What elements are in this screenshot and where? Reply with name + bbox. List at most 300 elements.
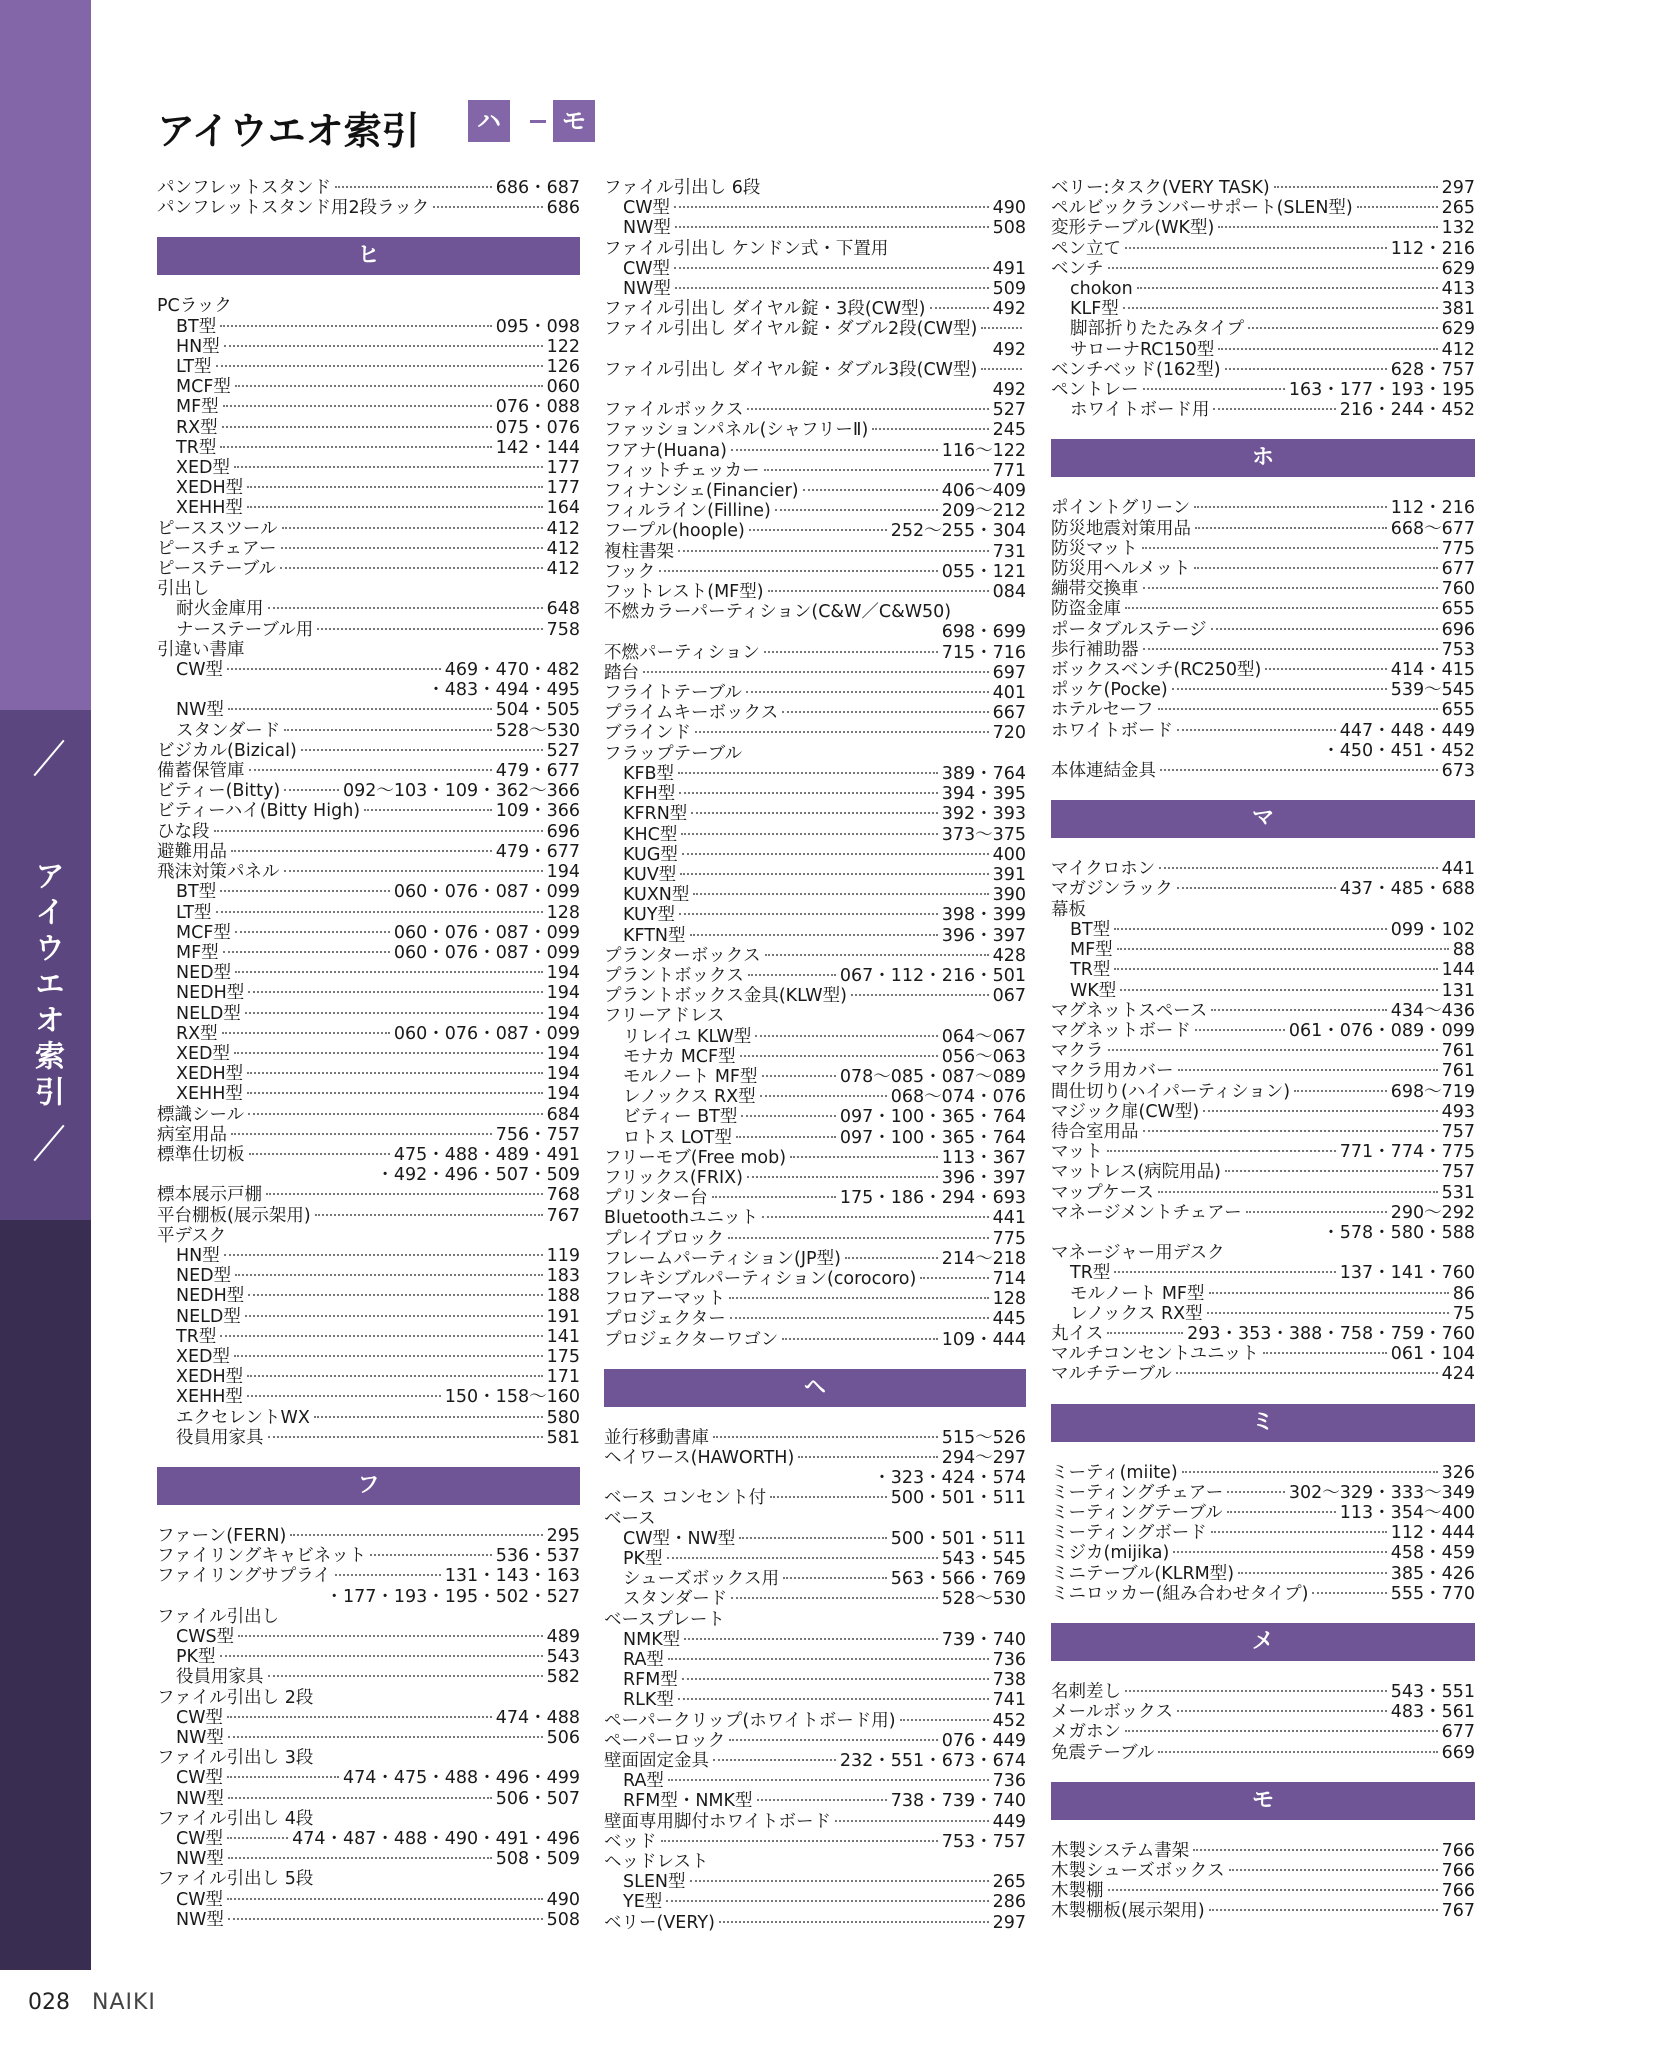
dot-leader	[768, 590, 989, 592]
page-ref: 293・353・388・758・759・760	[1187, 1323, 1475, 1344]
index-entry	[604, 481, 1026, 501]
index-entry	[1051, 1743, 1475, 1763]
entry-label: KUG型	[623, 844, 678, 865]
page-ref: 113・367	[941, 1147, 1026, 1168]
index-entry	[1051, 680, 1475, 700]
dot-leader	[1143, 1130, 1438, 1132]
entry-label: ベッド	[604, 1831, 657, 1852]
dot-leader	[1117, 948, 1449, 950]
entry-label: 木製棚	[1051, 1881, 1104, 1902]
dot-leader	[1143, 388, 1285, 390]
page-ref: 392・393	[941, 804, 1026, 825]
dot-leader	[1229, 1869, 1438, 1871]
page-ref: 061・104	[1390, 1344, 1475, 1365]
index-entry	[1051, 1263, 1475, 1283]
entry-label: KFRN型	[623, 804, 688, 825]
index-entry	[157, 781, 580, 801]
index-group-heading	[604, 1006, 1026, 1026]
page-ref: 648	[546, 599, 580, 620]
index-entry	[157, 882, 580, 902]
index-entry	[1051, 559, 1475, 579]
dot-leader	[930, 307, 989, 309]
page-ref: 412	[546, 518, 580, 539]
page-ref: 753	[1441, 639, 1475, 660]
page-ref: 297	[1441, 178, 1475, 198]
index-entry	[157, 1566, 580, 1586]
dot-leader	[667, 1557, 938, 1559]
page-ref: ・177・193・195・502・527	[325, 1586, 580, 1607]
dot-leader	[668, 1658, 989, 1660]
page-ref: 527	[546, 740, 580, 761]
entry-label: ファイル引出し 3段	[157, 1748, 314, 1769]
entry-label: 不燃パーティション	[604, 642, 760, 663]
page-ref: 297	[992, 1912, 1026, 1933]
entry-label: ミーティ(miite)	[1051, 1462, 1178, 1483]
dot-leader	[1107, 1150, 1336, 1152]
dot-leader	[739, 1537, 886, 1539]
entry-label: BT型	[1070, 919, 1111, 940]
entry-label: ミジカ(mijika)	[1051, 1543, 1170, 1564]
entry-label: 免震テーブル	[1051, 1742, 1155, 1763]
index-entry	[1051, 1543, 1475, 1563]
entry-label: プライムキーボックス	[604, 703, 779, 724]
page-ref: 119	[546, 1245, 580, 1266]
page-ref: 543・551	[1390, 1681, 1475, 1702]
index-group-heading	[604, 178, 1026, 198]
page-ref: 113・354〜400	[1339, 1502, 1475, 1523]
page-ref: 771	[992, 460, 1026, 481]
index-entry	[157, 377, 580, 397]
entry-label: ファイル引出し ケンドン式・下置用	[604, 238, 889, 259]
page-ref: 092〜103・109・362〜366	[342, 781, 580, 802]
dot-leader	[227, 1716, 492, 1718]
index-entry	[157, 1105, 580, 1125]
page-ref: 696	[546, 821, 580, 842]
entry-label: ロトス LOT型	[623, 1127, 732, 1148]
entry-label: CW型	[623, 198, 671, 219]
index-entry	[157, 1728, 580, 1748]
index-entry	[157, 478, 580, 498]
dot-leader	[666, 1900, 988, 1902]
page-ref: 736	[992, 1650, 1026, 1671]
dot-leader	[1195, 1029, 1285, 1031]
dot-leader	[214, 830, 543, 832]
index-entry	[1051, 1061, 1475, 1081]
index-entry	[157, 1125, 580, 1145]
page-ref: 302〜329・333〜349	[1288, 1482, 1475, 1503]
page-ref: 766	[1441, 1861, 1475, 1881]
page-ref: 508	[546, 1909, 580, 1930]
page-ref: 391	[992, 864, 1026, 885]
page-ref: 766	[1441, 1840, 1475, 1861]
entry-label: TR型	[1070, 960, 1111, 981]
entry-label: ペン立て	[1051, 238, 1121, 259]
dot-leader	[228, 1736, 543, 1738]
dot-leader	[231, 1133, 492, 1135]
entry-label: LT型	[176, 902, 212, 923]
page-ref: 509	[992, 279, 1026, 300]
index-entry	[157, 1044, 580, 1064]
page-ref: 385・426	[1390, 1563, 1475, 1584]
page-ref: 116〜122	[941, 440, 1026, 461]
index-entry	[604, 1711, 1026, 1731]
index-entry	[604, 926, 1026, 946]
entry-label: XEDH型	[176, 1367, 244, 1388]
index-entry	[1051, 1162, 1475, 1182]
entry-label: ペーパーロック	[604, 1730, 726, 1751]
entry-label: レノックス RX型	[623, 1087, 756, 1108]
page-ref: 191	[546, 1306, 580, 1327]
page-ref: 141	[546, 1326, 580, 1347]
page-ref: 449	[992, 1811, 1026, 1832]
side-band-top	[0, 0, 91, 710]
dot-leader	[1227, 1511, 1336, 1513]
entry-label: 木製システム書架	[1051, 1840, 1190, 1861]
entry-label: Bluetoothユニット	[604, 1208, 759, 1229]
page-ref: 424	[1441, 1364, 1475, 1385]
page-ref: 214〜218	[941, 1248, 1026, 1269]
page-ref: 761	[1441, 1041, 1475, 1062]
index-entry	[157, 822, 580, 842]
entry-label: ファイル引出し ダイヤル錠・ダブル3段(CW型)	[604, 359, 978, 380]
dot-leader	[981, 368, 1022, 370]
dot-leader	[220, 1335, 542, 1337]
entry-label: マルチコンセントユニット	[1051, 1344, 1259, 1365]
index-entry	[157, 1387, 580, 1407]
entry-label: フリーモブ(Free mob)	[604, 1147, 787, 1168]
dot-leader	[920, 1277, 988, 1279]
index-entry	[157, 317, 580, 337]
page-ref: 252〜255・304	[890, 521, 1026, 542]
dot-leader	[1357, 206, 1438, 208]
index-entry	[157, 1145, 580, 1165]
index-entry	[604, 1047, 1026, 1067]
index-group-heading	[157, 1226, 580, 1246]
dot-leader	[760, 1095, 887, 1097]
entry-label: LT型	[176, 357, 212, 378]
index-entry	[1051, 940, 1475, 960]
entry-label: ベース	[604, 1508, 656, 1529]
page-ref: 194	[546, 983, 580, 1004]
dot-leader	[1114, 1271, 1335, 1273]
entry-label: ペルビックランバーサポート(SLEN型)	[1051, 198, 1353, 219]
dot-leader	[728, 1237, 989, 1239]
entry-label: BT型	[176, 316, 217, 337]
index-entry	[157, 620, 580, 640]
entry-label: RLK型	[623, 1690, 674, 1711]
index-entry	[157, 1849, 580, 1869]
index-entry	[157, 721, 580, 741]
index-entry	[157, 862, 580, 882]
index-group-heading	[157, 1688, 580, 1708]
entry-label: NMK型	[623, 1629, 681, 1650]
index-entry	[604, 1128, 1026, 1148]
index-entry	[1051, 1463, 1475, 1483]
dot-leader	[675, 287, 989, 289]
entry-label: マネージャー用デスク	[1051, 1243, 1225, 1264]
index-entry	[604, 764, 1026, 784]
dot-leader	[1211, 628, 1438, 630]
page-ref: 668〜677	[1390, 518, 1475, 539]
index-entry	[604, 1107, 1026, 1127]
entry-label: 病室用品	[157, 1124, 227, 1145]
page-ref: 097・100・365・764	[839, 1127, 1026, 1148]
dot-leader	[1213, 408, 1335, 410]
index-entry	[1051, 960, 1475, 980]
index-entry	[604, 1751, 1026, 1771]
entry-label: 防災用ヘルメット	[1051, 559, 1191, 580]
index-entry	[157, 1526, 580, 1546]
entry-label: マイクロホン	[1051, 859, 1156, 880]
entry-label: 防災地震対策用品	[1051, 518, 1191, 539]
page-ref: 500・501・511	[890, 1488, 1026, 1509]
index-entry	[1051, 620, 1475, 640]
dot-leader	[770, 1496, 887, 1498]
side-tab-label: アイウエオ索引	[29, 860, 64, 1112]
index-entry	[1051, 498, 1475, 518]
entry-label: ポッケ(Pocke)	[1051, 680, 1168, 701]
index-entry	[604, 986, 1026, 1006]
page-ref: 445	[992, 1309, 1026, 1330]
page-ref: 492	[992, 299, 1026, 320]
dot-leader	[783, 1577, 887, 1579]
page-ref: 555・770	[1390, 1583, 1475, 1604]
page-ref: 490	[992, 198, 1026, 219]
dot-leader	[249, 769, 492, 771]
index-entry	[604, 1087, 1026, 1107]
entry-label: モルノート MF型	[623, 1066, 758, 1087]
index-entry	[157, 842, 580, 862]
page-ref: 458・459	[1390, 1543, 1475, 1564]
dot-leader	[220, 325, 491, 327]
dot-leader	[1263, 1352, 1387, 1354]
dot-leader	[223, 951, 390, 953]
entry-label: プリンター台	[604, 1188, 708, 1209]
entry-label: KFTN型	[623, 925, 686, 946]
page-ref: 758	[546, 619, 580, 640]
dot-leader	[235, 385, 543, 387]
dot-leader	[1207, 1312, 1449, 1314]
entry-label: ポータブルステージ	[1051, 619, 1207, 640]
index-entry	[1051, 1142, 1475, 1162]
dot-leader	[1209, 1292, 1449, 1294]
index-entry	[604, 218, 1026, 238]
page-ref: 677	[1441, 559, 1475, 580]
dot-leader	[228, 1918, 543, 1920]
index-entry-continuation	[604, 622, 1026, 642]
page-ref: 698〜719	[1390, 1081, 1475, 1102]
page-ref: 126	[546, 357, 580, 378]
entry-label: フリーアドレス	[604, 1006, 725, 1027]
index-entry	[157, 1286, 580, 1306]
page-ref: 655	[1441, 599, 1475, 620]
page-ref: 479・677	[495, 761, 580, 782]
dot-leader	[234, 466, 543, 468]
entry-label: ピーステーブル	[157, 559, 276, 580]
entry-label: フィットチェッカー	[604, 460, 760, 481]
page-ref: 194	[546, 1043, 580, 1064]
page-ref: 697	[992, 662, 1026, 683]
index-group-heading	[157, 1607, 580, 1627]
index-entry	[157, 1024, 580, 1044]
entry-label: 標準仕切板	[157, 1144, 245, 1165]
page-ref: 441	[1441, 859, 1475, 880]
entry-label: ひな段	[157, 821, 210, 842]
page-ref: 095・098	[495, 316, 580, 337]
index-entry	[1051, 1702, 1475, 1722]
page-ref: 673	[1441, 761, 1475, 782]
entry-label: NW型	[176, 1788, 224, 1809]
entry-label: XEHH型	[176, 1387, 243, 1408]
page-ref: 132	[1441, 218, 1475, 239]
dot-leader	[247, 1395, 441, 1397]
index-column-1	[157, 178, 580, 1930]
page-ref: 528〜530	[941, 1589, 1026, 1610]
index-group-heading	[157, 1748, 580, 1768]
index-entry	[604, 461, 1026, 481]
entry-label: ファイル引出し	[157, 1606, 280, 1627]
entry-label: 備蓄保管庫	[157, 761, 245, 782]
index-entry	[604, 1168, 1026, 1188]
page-ref: 060・076・087・099	[393, 882, 580, 903]
page-ref: 528〜530	[495, 720, 580, 741]
dot-leader	[228, 1857, 492, 1859]
dot-leader	[268, 1675, 543, 1677]
page-ref: 720	[992, 723, 1026, 744]
entry-label: ファイル引出し ダイヤル錠・3段(CW型)	[604, 299, 926, 320]
dot-leader	[1173, 1551, 1386, 1553]
page-ref: 142・144	[495, 437, 580, 458]
dot-leader	[317, 628, 542, 630]
dot-leader	[730, 1317, 989, 1319]
index-entry	[604, 441, 1026, 461]
entry-label: ペーパークリップ(ホワイトボード用)	[604, 1710, 896, 1731]
index-entry	[604, 885, 1026, 905]
entry-label: 役員用家具	[176, 1667, 264, 1688]
dot-leader	[235, 931, 390, 933]
index-entry	[1051, 640, 1475, 660]
page-ref: ・492・496・507・509	[376, 1165, 580, 1186]
entry-label: 不燃カラーパーティション(C&W／C&W50)	[604, 602, 952, 623]
dot-leader	[1108, 267, 1438, 269]
dot-leader	[749, 529, 887, 531]
page-ref: 177	[546, 478, 580, 499]
entry-label: フラップテーブル	[604, 743, 743, 764]
page-ref: 060・076・087・099	[393, 942, 580, 963]
dot-leader	[674, 267, 989, 269]
entry-label: NW型	[176, 1849, 224, 1870]
index-entry	[1051, 1102, 1475, 1122]
entry-label: ファイル引出し 2段	[157, 1687, 314, 1708]
page-ref: 543	[546, 1647, 580, 1668]
dot-leader	[736, 1136, 836, 1138]
index-entry	[157, 539, 580, 559]
index-group-heading	[604, 1610, 1026, 1630]
index-entry	[604, 360, 1026, 380]
page-ref: 581	[546, 1427, 580, 1448]
dot-leader	[1211, 1531, 1387, 1533]
page-ref: 075・076	[495, 417, 580, 438]
index-entry	[1051, 1841, 1475, 1861]
entry-label: XEDH型	[176, 1064, 244, 1085]
entry-label: CW型	[176, 1768, 224, 1789]
dot-leader	[740, 1055, 938, 1057]
index-entry	[157, 1647, 580, 1667]
index-entry	[157, 1890, 580, 1910]
dot-leader	[1218, 348, 1437, 350]
page-ref: 753・757	[941, 1831, 1026, 1852]
dot-leader	[712, 1196, 836, 1198]
dot-leader	[755, 1035, 937, 1037]
page-ref: 474・488	[495, 1707, 580, 1728]
index-entry	[604, 825, 1026, 845]
page-ref: 493	[1441, 1101, 1475, 1122]
entry-label: プロジェクター	[604, 1309, 726, 1330]
entry-label: 繃帯交換車	[1051, 579, 1139, 600]
page-ref: 112・444	[1390, 1523, 1475, 1544]
dot-leader	[690, 1880, 989, 1882]
index-entry-continuation	[157, 1165, 580, 1185]
entry-label: XEHH型	[176, 498, 243, 519]
dot-leader	[247, 1072, 542, 1074]
page-ref: 686・687	[495, 178, 580, 198]
dot-leader	[1125, 607, 1438, 609]
entry-label: CWS型	[176, 1627, 235, 1647]
page-ref: 669	[1441, 1742, 1475, 1763]
entry-label: プロジェクターワゴン	[604, 1329, 779, 1350]
page-ref: 655	[1441, 700, 1475, 721]
index-entry	[604, 1549, 1026, 1569]
page-ref: 434〜436	[1390, 1000, 1475, 1021]
index-entry	[1051, 218, 1475, 238]
page-ref: 265	[992, 1872, 1026, 1893]
page-ref: 469・470・482	[444, 660, 580, 681]
entry-label: 飛沫対策パネル	[157, 862, 280, 883]
page-ref: 474・475・488・496・499	[342, 1768, 580, 1789]
index-column-3	[1051, 178, 1475, 1922]
index-entry	[1051, 198, 1475, 218]
page-ref: 326	[1441, 1462, 1475, 1483]
page-ref: 412	[546, 538, 580, 559]
dot-leader	[731, 449, 938, 451]
tab-slash-top	[33, 740, 64, 777]
index-entry	[1051, 1021, 1475, 1041]
index-entry	[157, 1768, 580, 1788]
entry-label: スタンダード	[176, 720, 281, 741]
entry-label: ナーステーブル用	[176, 619, 314, 640]
dot-leader	[238, 1635, 542, 1637]
entry-label: マグネットスペース	[1051, 1000, 1208, 1021]
page-ref: 194	[546, 1084, 580, 1105]
index-entry	[604, 562, 1026, 582]
dot-leader	[224, 345, 543, 347]
page-ref: 128	[546, 902, 580, 923]
page-ref: 398・399	[941, 905, 1026, 926]
entry-label: MF型	[176, 942, 219, 963]
entry-label: 本体連結金具	[1051, 761, 1156, 782]
page-ref: 736	[992, 1771, 1026, 1792]
index-entry	[604, 966, 1026, 986]
entry-label: 平デスク	[157, 1225, 227, 1246]
entry-label: XED型	[176, 458, 231, 479]
dot-leader	[1211, 1009, 1386, 1011]
dot-leader	[301, 749, 543, 751]
index-entry	[604, 501, 1026, 521]
page-ref: 109・444	[941, 1329, 1026, 1350]
page-ref: 144	[1441, 960, 1475, 981]
entry-label: マップケース	[1051, 1182, 1154, 1203]
index-entry	[1051, 319, 1475, 339]
